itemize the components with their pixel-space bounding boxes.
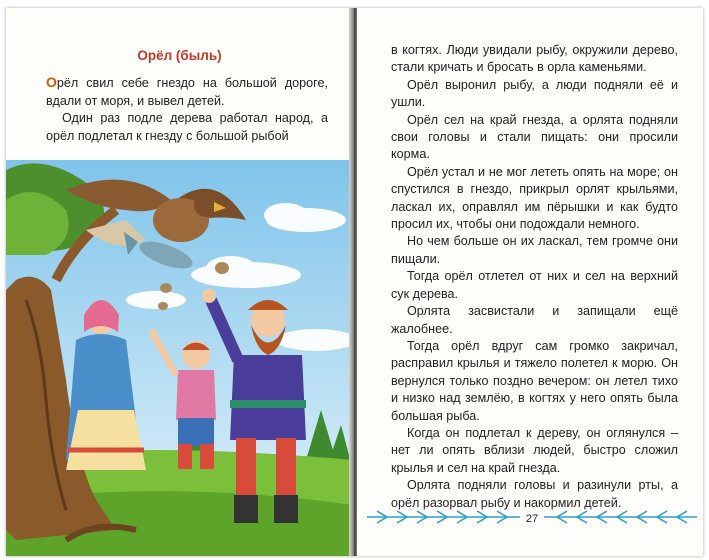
left-page	[6, 8, 353, 556]
drop-cap: О	[46, 74, 57, 90]
paragraph: Тогда орёл вдруг сам громко закричал, расправил крылья и тяжело полетел к морю. Он вернулся только поздно вечером: он летел тихо и низко над землёю, в когтях у него опять была большая рыба.	[391, 338, 678, 423]
story-title: Орёл (быль)	[137, 48, 222, 63]
paragraph: Тогда орёл отлетел от них и сел на верхний сук дерева.	[391, 269, 678, 301]
paragraph: Когда он подлетал к дереву, он оглянулся – нет ли опять вблизи людей, быстро сложил крылья и сел на край гнезда.	[391, 425, 678, 475]
paragraph: в когтях. Люди увидали рыбу, окружили дерево, стали кричать и бросать в орла каменьями.	[391, 43, 678, 75]
paragraph-text: рёл свил себе гнездо на большой дороге, вдали от моря, и вывел детей.	[46, 76, 328, 108]
right-page	[357, 8, 703, 556]
paragraph: Один раз подле дерева работал народ, а орёл подлетал к гнезду с большой рыбой	[46, 111, 328, 143]
paragraph: Орлята засвистали и запищали ещё жалобнее.	[391, 304, 678, 336]
page-number: 27	[520, 513, 544, 525]
paragraph: Орёл выронил рыбу, а люди подняли её и ушли.	[391, 77, 678, 110]
right-page-text	[391, 42, 678, 512]
left-page-text	[46, 74, 328, 145]
paragraph: Орёл сел на край гнезда, а орлята подняли свои головы и стали пищать: они просили корма.	[391, 112, 678, 162]
paragraph	[46, 74, 328, 110]
paragraph: Но чем больше он их ласкал, тем громче они пищали.	[391, 234, 678, 266]
paragraph: Орлята подняли головы и разинули рты, а орёл разорвал рыбу и накормил детей.	[391, 478, 678, 510]
paragraph: Орёл устал и не мог лететь опять на море; он спустился в гнездо, прикрыл орлят крыльями, ласкал их, оправлял им пёрышки и как будто просил их, чтобы они подождали немного.	[391, 164, 678, 232]
book-spread	[6, 8, 703, 556]
story-illustration	[6, 160, 353, 556]
